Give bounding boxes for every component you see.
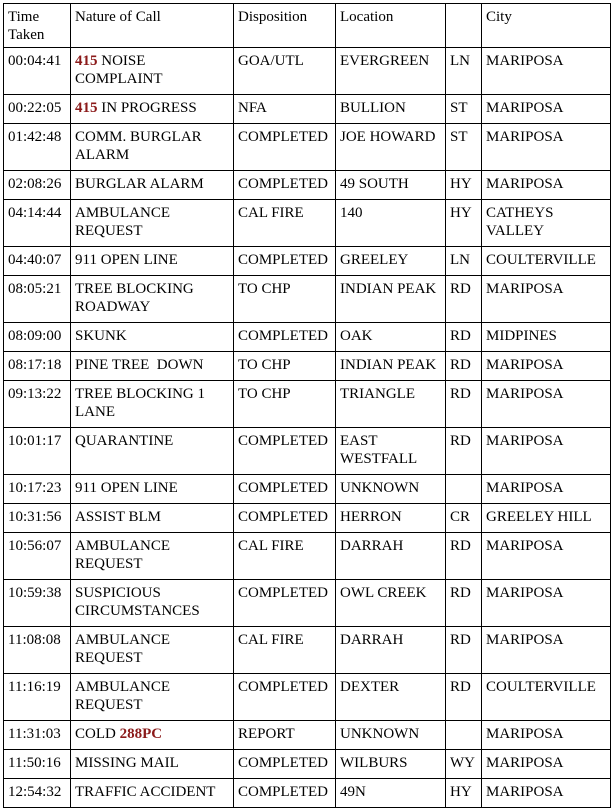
code-highlight: 288PC (119, 726, 163, 742)
cell-nature-of-call (71, 533, 234, 580)
nature-text: NOISE COMPLAINT (75, 53, 163, 87)
cell-city: MARIPOSA (482, 276, 611, 323)
cell-nature-of-call (71, 276, 234, 323)
cell-city: GREELEY HILL (482, 504, 611, 533)
code-highlight: 415 (75, 100, 98, 116)
nature-text: COLD (75, 726, 120, 742)
cell-disposition: COMPLETED (234, 504, 336, 533)
cell-street-suffix: CR (446, 504, 482, 533)
cell-city: COULTERVILLE (482, 247, 611, 276)
cell-street-suffix: RD (446, 674, 482, 721)
cell-street-suffix: ST (446, 95, 482, 124)
cell-street-suffix: LN (446, 48, 482, 95)
cell-disposition: COMPLETED (234, 247, 336, 276)
cell-city: MARIPOSA (482, 124, 611, 171)
cell-location: 49 SOUTH (336, 171, 446, 200)
table-row (4, 48, 611, 95)
cell-street-suffix: RD (446, 580, 482, 627)
cell-location: EVERGREEN (336, 48, 446, 95)
cell-location: 140 (336, 200, 446, 247)
cell-city: MIDPINES (482, 323, 611, 352)
cell-nature-of-call (71, 674, 234, 721)
cell-time: 08:09:00 (4, 323, 71, 352)
table-row (4, 533, 611, 580)
call-log-body (4, 48, 611, 808)
cell-disposition: TO CHP (234, 352, 336, 381)
table-row (4, 95, 611, 124)
cell-time: 11:31:03 (4, 721, 71, 750)
cell-disposition: COMPLETED (234, 475, 336, 504)
cell-city: MARIPOSA (482, 428, 611, 475)
cell-city: MARIPOSA (482, 475, 611, 504)
table-row (4, 381, 611, 428)
table-row (4, 475, 611, 504)
cell-time: 04:14:44 (4, 200, 71, 247)
header-nature-of-call: Nature of Call (71, 4, 234, 48)
table-row (4, 674, 611, 721)
cell-street-suffix: WY (446, 750, 482, 779)
cell-nature-of-call (71, 352, 234, 381)
nature-text: PINE TREE DOWN (75, 357, 204, 373)
cell-location: TRIANGLE (336, 381, 446, 428)
cell-time: 11:16:19 (4, 674, 71, 721)
cell-time: 00:22:05 (4, 95, 71, 124)
table-row (4, 276, 611, 323)
cell-location: GREELEY (336, 247, 446, 276)
header-location: Location (336, 4, 446, 48)
table-row (4, 171, 611, 200)
nature-text: 911 OPEN LINE (75, 252, 178, 268)
table-row (4, 124, 611, 171)
header-time-taken: Time Taken (4, 4, 71, 48)
cell-street-suffix: RD (446, 428, 482, 475)
cell-street-suffix: HY (446, 200, 482, 247)
cell-street-suffix (446, 475, 482, 504)
nature-text: IN PROGRESS (97, 100, 197, 116)
cell-nature-of-call (71, 580, 234, 627)
nature-text: AMBULANCE REQUEST (75, 205, 174, 239)
cell-disposition: COMPLETED (234, 171, 336, 200)
cell-location: OWL CREEK (336, 580, 446, 627)
cell-time: 11:50:16 (4, 750, 71, 779)
code-highlight: 415 (75, 53, 98, 69)
table-row (4, 200, 611, 247)
table-row (4, 627, 611, 674)
header-disposition: Disposition (234, 4, 336, 48)
nature-text: TREE BLOCKING ROADWAY (75, 281, 198, 315)
cell-street-suffix (446, 721, 482, 750)
cell-city: MARIPOSA (482, 627, 611, 674)
cell-location: JOE HOWARD (336, 124, 446, 171)
cell-nature-of-call (71, 504, 234, 533)
cell-location: INDIAN PEAK (336, 352, 446, 381)
cell-street-suffix: RD (446, 533, 482, 580)
cell-time: 11:08:08 (4, 627, 71, 674)
table-row (4, 580, 611, 627)
nature-text: TREE BLOCKING 1 LANE (75, 386, 209, 420)
cell-nature-of-call (71, 721, 234, 750)
cell-street-suffix: RD (446, 323, 482, 352)
cell-city: MARIPOSA (482, 580, 611, 627)
cell-street-suffix: HY (446, 779, 482, 808)
cell-disposition: NFA (234, 95, 336, 124)
table-row (4, 779, 611, 808)
cell-disposition: CAL FIRE (234, 627, 336, 674)
cell-disposition: REPORT (234, 721, 336, 750)
cell-time: 04:40:07 (4, 247, 71, 276)
cell-street-suffix: RD (446, 352, 482, 381)
cell-nature-of-call (71, 381, 234, 428)
cell-city: CATHEYS VALLEY (482, 200, 611, 247)
table-row (4, 428, 611, 475)
cell-disposition: COMPLETED (234, 428, 336, 475)
nature-text: MISSING MAIL (75, 755, 179, 771)
cell-location: DARRAH (336, 627, 446, 674)
cell-time: 08:05:21 (4, 276, 71, 323)
cell-location: UNKNOWN (336, 721, 446, 750)
nature-text: AMBULANCE REQUEST (75, 538, 174, 572)
header-city: City (482, 4, 611, 48)
cell-nature-of-call (71, 95, 234, 124)
cell-time: 00:04:41 (4, 48, 71, 95)
cell-nature-of-call (71, 428, 234, 475)
cell-disposition: TO CHP (234, 381, 336, 428)
nature-text: COMM. BURGLAR ALARM (75, 129, 205, 163)
nature-text: 911 OPEN LINE (75, 480, 178, 496)
cell-time: 12:54:32 (4, 779, 71, 808)
cell-nature-of-call (71, 323, 234, 352)
table-row (4, 504, 611, 533)
nature-text: SKUNK (75, 328, 127, 344)
cell-nature-of-call (71, 247, 234, 276)
cell-disposition: COMPLETED (234, 580, 336, 627)
cell-disposition: GOA/UTL (234, 48, 336, 95)
cell-time: 10:56:07 (4, 533, 71, 580)
cell-time: 10:59:38 (4, 580, 71, 627)
cell-location: HERRON (336, 504, 446, 533)
cell-city: MARIPOSA (482, 779, 611, 808)
table-row (4, 247, 611, 276)
cell-city: COULTERVILLE (482, 674, 611, 721)
cell-disposition: TO CHP (234, 276, 336, 323)
cell-time: 10:31:56 (4, 504, 71, 533)
cell-nature-of-call (71, 779, 234, 808)
cell-nature-of-call (71, 627, 234, 674)
cell-location: 49N (336, 779, 446, 808)
cell-disposition: COMPLETED (234, 674, 336, 721)
cell-time: 02:08:26 (4, 171, 71, 200)
cell-street-suffix: HY (446, 171, 482, 200)
cell-nature-of-call (71, 48, 234, 95)
cell-location: DEXTER (336, 674, 446, 721)
cell-disposition: CAL FIRE (234, 533, 336, 580)
cell-location: UNKNOWN (336, 475, 446, 504)
cell-nature-of-call (71, 171, 234, 200)
cell-city: MARIPOSA (482, 171, 611, 200)
cell-city: MARIPOSA (482, 48, 611, 95)
header-street-suffix (446, 4, 482, 48)
cell-location: WILBURS (336, 750, 446, 779)
table-row (4, 323, 611, 352)
cell-nature-of-call (71, 475, 234, 504)
cell-city: MARIPOSA (482, 352, 611, 381)
nature-text: BURGLAR ALARM (75, 176, 204, 192)
cell-time: 09:13:22 (4, 381, 71, 428)
cell-location: BULLION (336, 95, 446, 124)
cell-street-suffix: ST (446, 124, 482, 171)
cell-location: OAK (336, 323, 446, 352)
cell-time: 08:17:18 (4, 352, 71, 381)
cell-city: MARIPOSA (482, 750, 611, 779)
cell-location: EAST WESTFALL (336, 428, 446, 475)
table-row (4, 721, 611, 750)
cell-location: INDIAN PEAK (336, 276, 446, 323)
cell-location: DARRAH (336, 533, 446, 580)
cell-city: MARIPOSA (482, 533, 611, 580)
cell-city: MARIPOSA (482, 95, 611, 124)
nature-text: SUSPICIOUS CIRCUMSTANCES (75, 585, 200, 619)
cell-time: 01:42:48 (4, 124, 71, 171)
cell-disposition: COMPLETED (234, 124, 336, 171)
table-row (4, 352, 611, 381)
nature-text: AMBULANCE REQUEST (75, 632, 174, 666)
cell-street-suffix: RD (446, 627, 482, 674)
nature-text: TRAFFIC ACCIDENT (75, 784, 216, 800)
cell-time: 10:01:17 (4, 428, 71, 475)
cell-street-suffix: RD (446, 276, 482, 323)
nature-text: ASSIST BLM (75, 509, 162, 525)
cell-city: MARIPOSA (482, 721, 611, 750)
nature-text: QUARANTINE (75, 433, 174, 449)
cell-city: MARIPOSA (482, 381, 611, 428)
cell-street-suffix: LN (446, 247, 482, 276)
cell-nature-of-call (71, 124, 234, 171)
cell-disposition: COMPLETED (234, 750, 336, 779)
call-log-table (3, 3, 611, 808)
cell-nature-of-call (71, 200, 234, 247)
cell-disposition: CAL FIRE (234, 200, 336, 247)
cell-time: 10:17:23 (4, 475, 71, 504)
table-row (4, 750, 611, 779)
cell-nature-of-call (71, 750, 234, 779)
nature-text: AMBULANCE REQUEST (75, 679, 174, 713)
cell-disposition: COMPLETED (234, 323, 336, 352)
header-row (4, 4, 611, 48)
cell-disposition: COMPLETED (234, 779, 336, 808)
cell-street-suffix: RD (446, 381, 482, 428)
